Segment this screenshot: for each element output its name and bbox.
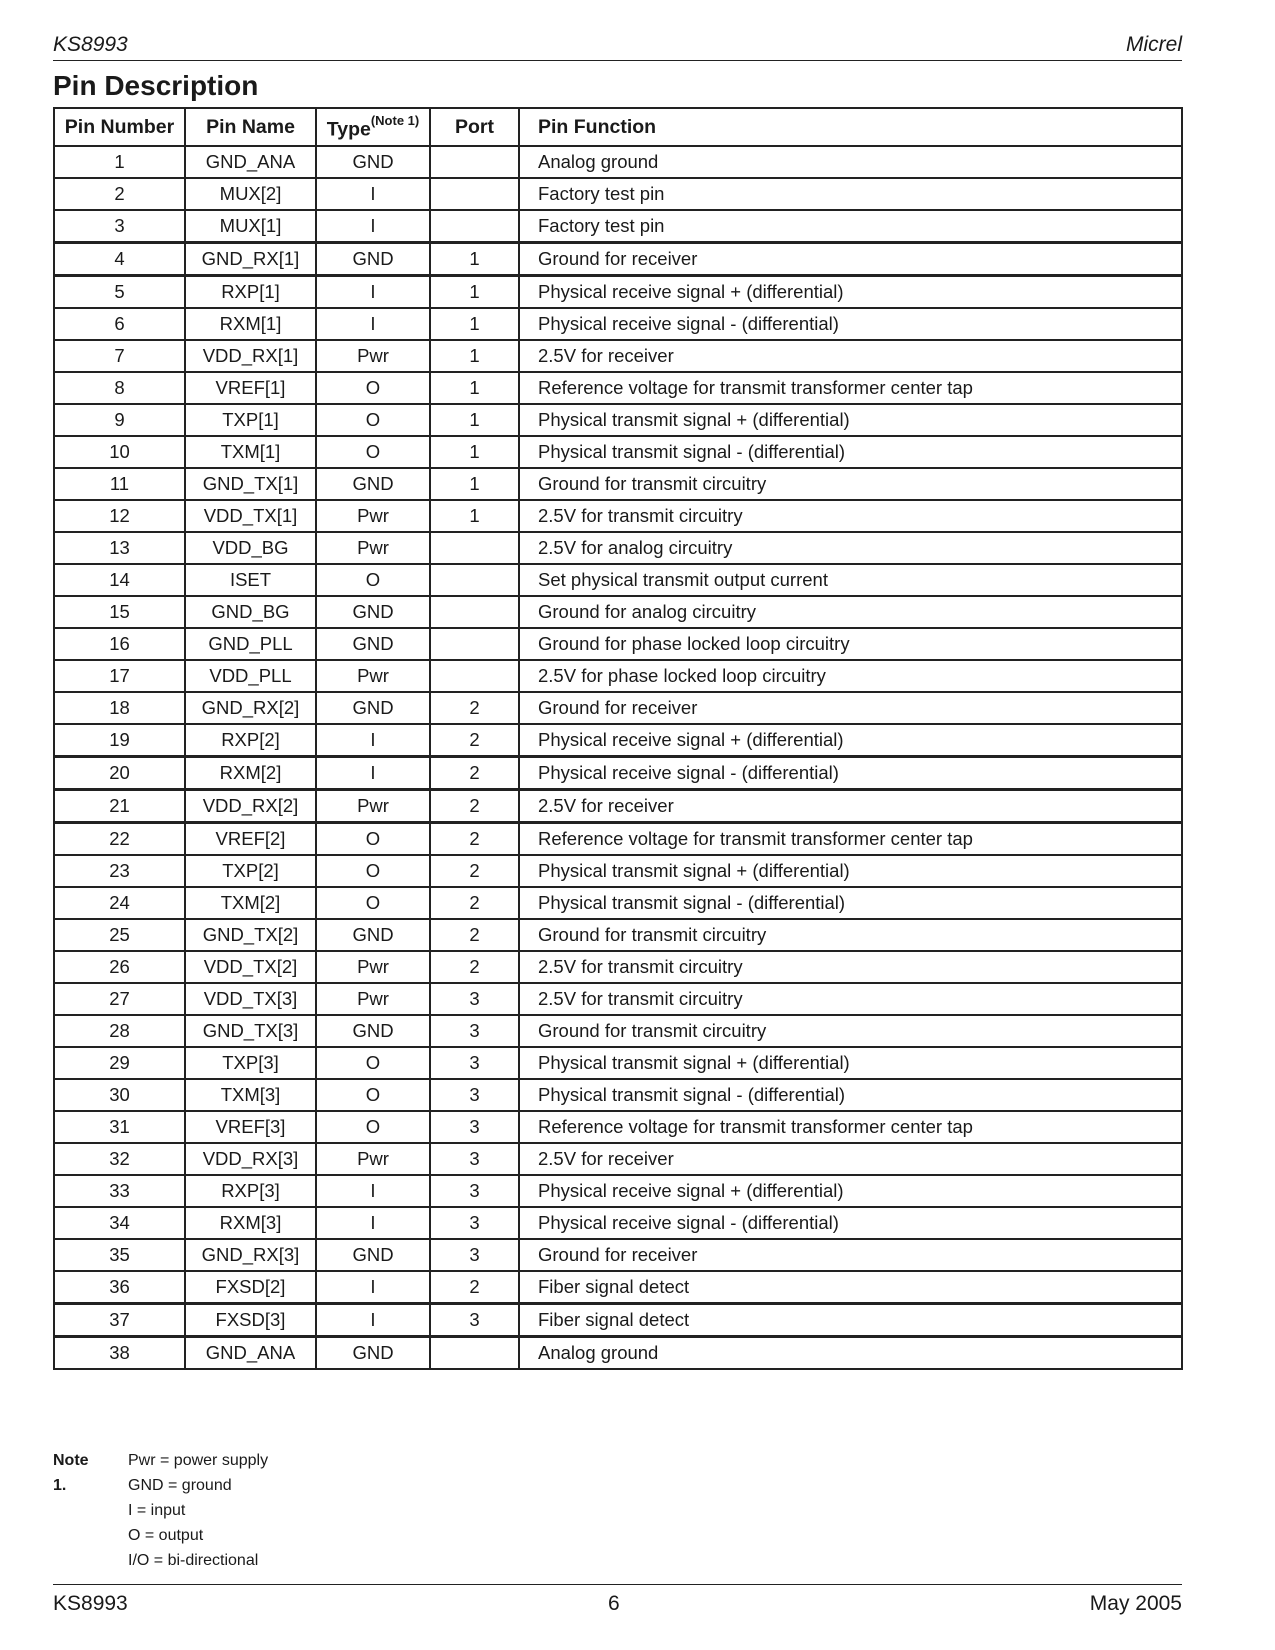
pin-number-cell: 20 (54, 756, 185, 789)
port-cell (430, 660, 519, 692)
pin-type-cell: O (316, 1079, 430, 1111)
pin-type-cell: I (316, 210, 430, 243)
header-type-label: Type (326, 118, 371, 141)
table-row (54, 532, 1182, 564)
pin-type-cell: I (316, 178, 430, 210)
table-row (54, 951, 1182, 983)
pin-function-cell: Analog ground (519, 146, 1182, 178)
pin-function-cell: 2.5V for receiver (519, 340, 1182, 372)
pin-number-cell: 18 (54, 692, 185, 724)
table-header-row (54, 108, 1182, 146)
port-cell: 2 (430, 1271, 519, 1304)
port-cell: 1 (430, 372, 519, 404)
header-doc-id: KS8993 (53, 33, 128, 56)
pin-number-cell: 7 (54, 340, 185, 372)
pin-type-cell: I (316, 1271, 430, 1304)
note-lines (128, 1448, 268, 1573)
pin-function-cell: Physical transmit signal - (differential) (519, 1079, 1182, 1111)
pin-number-cell: 26 (54, 951, 185, 983)
table-row (54, 372, 1182, 404)
pin-type-cell: GND (316, 1239, 430, 1271)
pin-type-cell: Pwr (316, 983, 430, 1015)
table-row (54, 564, 1182, 596)
pin-number-cell: 33 (54, 1175, 185, 1207)
table-row (54, 1207, 1182, 1239)
pin-name-cell: GND_TX[1] (185, 468, 316, 500)
header-pin-number: Pin Number (54, 108, 185, 146)
pin-function-cell: Fiber signal detect (519, 1303, 1182, 1336)
pin-number-cell: 34 (54, 1207, 185, 1239)
pin-number-cell: 4 (54, 242, 185, 275)
pin-function-cell: Physical transmit signal - (differential) (519, 436, 1182, 468)
pin-name-cell: TXP[3] (185, 1047, 316, 1079)
pin-number-cell: 15 (54, 596, 185, 628)
pin-type-cell: Pwr (316, 1143, 430, 1175)
pin-name-cell: GND_RX[3] (185, 1239, 316, 1271)
pin-name-cell: VDD_RX[2] (185, 789, 316, 822)
pin-name-cell: ISET (185, 564, 316, 596)
port-cell: 3 (430, 1047, 519, 1079)
pin-number-cell: 31 (54, 1111, 185, 1143)
pin-type-cell: I (316, 1175, 430, 1207)
pin-type-cell: GND (316, 919, 430, 951)
pin-name-cell: GND_ANA (185, 1336, 316, 1369)
pin-name-cell: RXM[1] (185, 308, 316, 340)
pin-number-cell: 9 (54, 404, 185, 436)
table-row (54, 855, 1182, 887)
pin-number-cell: 22 (54, 822, 185, 855)
table-row (54, 887, 1182, 919)
pin-number-cell: 24 (54, 887, 185, 919)
pin-number-cell: 10 (54, 436, 185, 468)
port-cell (430, 564, 519, 596)
port-cell: 1 (430, 242, 519, 275)
header-pin-name: Pin Name (185, 108, 316, 146)
port-cell: 3 (430, 1111, 519, 1143)
pin-function-cell: Physical receive signal + (differential) (519, 1175, 1182, 1207)
pin-number-cell: 21 (54, 789, 185, 822)
page-number: 6 (608, 1592, 620, 1615)
port-cell (430, 596, 519, 628)
note-line: I = input (128, 1502, 186, 1519)
pin-function-cell: Physical transmit signal + (differential) (519, 404, 1182, 436)
footer-date: May 2005 (1089, 1592, 1182, 1615)
pin-function-cell: 2.5V for transmit circuitry (519, 951, 1182, 983)
header-rule (53, 60, 1182, 61)
pin-number-cell: 2 (54, 178, 185, 210)
table-row (54, 724, 1182, 757)
header-type-note: (Note 1) (370, 113, 420, 128)
pin-name-cell: MUX[2] (185, 178, 316, 210)
note-line: O = output (128, 1527, 204, 1544)
port-cell: 2 (430, 887, 519, 919)
pin-number-cell: 32 (54, 1143, 185, 1175)
pin-number-cell: 16 (54, 628, 185, 660)
table-row (54, 1239, 1182, 1271)
port-cell: 3 (430, 1143, 519, 1175)
pin-name-cell: VDD_TX[3] (185, 983, 316, 1015)
pin-function-cell: Physical receive signal + (differential) (519, 275, 1182, 308)
port-cell (430, 1336, 519, 1369)
port-cell: 3 (430, 1303, 519, 1336)
port-cell: 1 (430, 340, 519, 372)
pin-number-cell: 37 (54, 1303, 185, 1336)
pin-name-cell: RXP[3] (185, 1175, 316, 1207)
pin-type-cell: I (316, 1207, 430, 1239)
pin-name-cell: GND_RX[2] (185, 692, 316, 724)
port-cell: 2 (430, 855, 519, 887)
pin-name-cell: FXSD[2] (185, 1271, 316, 1304)
pin-function-cell: Factory test pin (519, 178, 1182, 210)
port-cell: 1 (430, 500, 519, 532)
pin-type-cell: O (316, 855, 430, 887)
pin-number-cell: 35 (54, 1239, 185, 1271)
pin-name-cell: GND_RX[1] (185, 242, 316, 275)
pin-number-cell: 8 (54, 372, 185, 404)
pin-name-cell: VREF[2] (185, 822, 316, 855)
pin-name-cell: RXM[3] (185, 1207, 316, 1239)
pin-type-cell: GND (316, 242, 430, 275)
pin-number-cell: 28 (54, 1015, 185, 1047)
pin-number-cell: 23 (54, 855, 185, 887)
pin-type-cell: I (316, 724, 430, 757)
port-cell: 2 (430, 692, 519, 724)
pin-function-cell: Ground for receiver (519, 1239, 1182, 1271)
pin-number-cell: 19 (54, 724, 185, 757)
table-row (54, 436, 1182, 468)
pin-name-cell: GND_PLL (185, 628, 316, 660)
header-pin-function: Pin Function (519, 108, 1182, 146)
pin-name-cell: VREF[3] (185, 1111, 316, 1143)
pin-function-cell: Ground for phase locked loop circuitry (519, 628, 1182, 660)
pin-type-cell: Pwr (316, 500, 430, 532)
pin-name-cell: GND_ANA (185, 146, 316, 178)
pin-number-cell: 29 (54, 1047, 185, 1079)
header-type (316, 108, 430, 146)
header-company: Micrel (1126, 33, 1182, 56)
pin-name-cell: TXM[1] (185, 436, 316, 468)
port-cell: 3 (430, 1015, 519, 1047)
pin-number-cell: 17 (54, 660, 185, 692)
table-row (54, 628, 1182, 660)
pin-function-cell: 2.5V for receiver (519, 1143, 1182, 1175)
note-label: Note 1. (53, 1452, 89, 1494)
note-line: GND = ground (128, 1477, 232, 1494)
table-row (54, 210, 1182, 243)
port-cell: 2 (430, 724, 519, 757)
pin-function-cell: Ground for receiver (519, 692, 1182, 724)
pin-type-cell: Pwr (316, 532, 430, 564)
footer-rule (53, 1584, 1182, 1585)
pin-type-cell: GND (316, 1336, 430, 1369)
pin-type-cell: GND (316, 596, 430, 628)
pin-name-cell: GND_BG (185, 596, 316, 628)
pin-name-cell: FXSD[3] (185, 1303, 316, 1336)
pin-name-cell: TXP[2] (185, 855, 316, 887)
pin-name-cell: TXP[1] (185, 404, 316, 436)
pin-function-cell: Ground for analog circuitry (519, 596, 1182, 628)
pin-number-cell: 27 (54, 983, 185, 1015)
pin-function-cell: Ground for transmit circuitry (519, 468, 1182, 500)
port-cell: 3 (430, 983, 519, 1015)
pin-type-cell: I (316, 308, 430, 340)
pin-type-cell: GND (316, 468, 430, 500)
pin-type-cell: I (316, 756, 430, 789)
pin-name-cell: VDD_TX[2] (185, 951, 316, 983)
page-title: Pin Description (53, 70, 259, 101)
table-row (54, 1111, 1182, 1143)
port-cell: 1 (430, 468, 519, 500)
table-row (54, 178, 1182, 210)
pin-type-cell: O (316, 564, 430, 596)
pin-function-cell: Physical receive signal - (differential) (519, 1207, 1182, 1239)
port-cell: 2 (430, 789, 519, 822)
pin-name-cell: RXP[1] (185, 275, 316, 308)
pin-number-cell: 1 (54, 146, 185, 178)
table-row (54, 660, 1182, 692)
note-line: I/O = bi-directional (128, 1552, 259, 1569)
pin-name-cell: TXM[3] (185, 1079, 316, 1111)
pin-type-cell: GND (316, 146, 430, 178)
port-cell (430, 146, 519, 178)
pin-type-cell: Pwr (316, 789, 430, 822)
table-row (54, 1303, 1182, 1336)
pin-name-cell: GND_TX[2] (185, 919, 316, 951)
table-row (54, 340, 1182, 372)
table-row (54, 1336, 1182, 1369)
table-row (54, 468, 1182, 500)
pin-function-cell: Reference voltage for transmit transformer center tap (519, 822, 1182, 855)
port-cell (430, 210, 519, 243)
table-row (54, 146, 1182, 178)
pin-name-cell: RXP[2] (185, 724, 316, 757)
table-row (54, 1271, 1182, 1304)
pin-type-cell: O (316, 822, 430, 855)
pin-type-cell: Pwr (316, 660, 430, 692)
pin-type-cell: Pwr (316, 340, 430, 372)
pin-number-cell: 25 (54, 919, 185, 951)
pin-number-cell: 6 (54, 308, 185, 340)
pin-type-cell: Pwr (316, 951, 430, 983)
table-row (54, 692, 1182, 724)
pin-number-cell: 38 (54, 1336, 185, 1369)
pin-name-cell: VDD_BG (185, 532, 316, 564)
port-cell: 2 (430, 951, 519, 983)
pin-function-cell: 2.5V for phase locked loop circuitry (519, 660, 1182, 692)
port-cell: 2 (430, 919, 519, 951)
pin-name-cell: VDD_RX[3] (185, 1143, 316, 1175)
pin-function-cell: Reference voltage for transmit transformer center tap (519, 372, 1182, 404)
port-cell: 3 (430, 1239, 519, 1271)
pin-number-cell: 14 (54, 564, 185, 596)
pin-table-body (54, 146, 1182, 1369)
table-row (54, 1175, 1182, 1207)
pin-type-cell: O (316, 887, 430, 919)
table-row (54, 919, 1182, 951)
port-cell: 3 (430, 1175, 519, 1207)
pin-function-cell: Ground for transmit circuitry (519, 919, 1182, 951)
table-row (54, 983, 1182, 1015)
port-cell: 3 (430, 1079, 519, 1111)
table-row (54, 275, 1182, 308)
pin-name-cell: GND_TX[3] (185, 1015, 316, 1047)
pin-type-cell: O (316, 1111, 430, 1143)
table-row (54, 822, 1182, 855)
pin-type-cell: I (316, 1303, 430, 1336)
table-row (54, 1079, 1182, 1111)
note-line: Pwr = power supply (128, 1452, 269, 1469)
pin-function-cell: 2.5V for transmit circuitry (519, 983, 1182, 1015)
port-cell: 2 (430, 822, 519, 855)
pin-number-cell: 30 (54, 1079, 185, 1111)
port-cell (430, 178, 519, 210)
pin-function-cell: Reference voltage for transmit transformer center tap (519, 1111, 1182, 1143)
pin-type-cell: GND (316, 692, 430, 724)
table-row (54, 308, 1182, 340)
pin-type-cell: O (316, 404, 430, 436)
pin-function-cell: Ground for receiver (519, 242, 1182, 275)
pin-function-cell: Set physical transmit output current (519, 564, 1182, 596)
table-row (54, 500, 1182, 532)
pin-type-cell: O (316, 1047, 430, 1079)
pin-function-cell: Fiber signal detect (519, 1271, 1182, 1304)
pin-name-cell: VDD_PLL (185, 660, 316, 692)
pin-function-cell: Factory test pin (519, 210, 1182, 243)
pin-type-cell: GND (316, 1015, 430, 1047)
port-cell: 1 (430, 404, 519, 436)
pin-function-cell: 2.5V for analog circuitry (519, 532, 1182, 564)
port-cell: 1 (430, 275, 519, 308)
pin-type-cell: O (316, 436, 430, 468)
port-cell (430, 628, 519, 660)
pin-name-cell: MUX[1] (185, 210, 316, 243)
port-cell: 1 (430, 436, 519, 468)
pin-number-cell: 36 (54, 1271, 185, 1304)
pin-number-cell: 5 (54, 275, 185, 308)
pin-function-cell: 2.5V for transmit circuitry (519, 500, 1182, 532)
footer-doc-id: KS8993 (53, 1592, 128, 1615)
pin-name-cell: VREF[1] (185, 372, 316, 404)
pin-number-cell: 12 (54, 500, 185, 532)
port-cell: 1 (430, 308, 519, 340)
pin-function-cell: Analog ground (519, 1336, 1182, 1369)
table-row (54, 242, 1182, 275)
table-row (54, 1143, 1182, 1175)
pin-function-cell: Physical transmit signal + (differential) (519, 1047, 1182, 1079)
pin-function-cell: Physical receive signal + (differential) (519, 724, 1182, 757)
pin-name-cell: TXM[2] (185, 887, 316, 919)
pin-number-cell: 11 (54, 468, 185, 500)
pin-function-cell: Physical transmit signal + (differential) (519, 855, 1182, 887)
pin-name-cell: RXM[2] (185, 756, 316, 789)
table-row (54, 756, 1182, 789)
pin-number-cell: 3 (54, 210, 185, 243)
table-row (54, 596, 1182, 628)
pin-name-cell: VDD_RX[1] (185, 340, 316, 372)
pin-number-cell: 13 (54, 532, 185, 564)
table-row (54, 404, 1182, 436)
pin-function-cell: 2.5V for receiver (519, 789, 1182, 822)
pin-type-cell: GND (316, 628, 430, 660)
pin-type-cell: I (316, 275, 430, 308)
pin-function-cell: Ground for transmit circuitry (519, 1015, 1182, 1047)
pin-table (53, 107, 1183, 1370)
header-port: Port (430, 108, 519, 146)
port-cell: 3 (430, 1207, 519, 1239)
pin-function-cell: Physical receive signal - (differential) (519, 756, 1182, 789)
pin-type-cell: O (316, 372, 430, 404)
table-row (54, 1047, 1182, 1079)
table-row (54, 789, 1182, 822)
pin-function-cell: Physical receive signal - (differential) (519, 308, 1182, 340)
port-cell: 2 (430, 756, 519, 789)
pin-name-cell: VDD_TX[1] (185, 500, 316, 532)
port-cell (430, 532, 519, 564)
table-row (54, 1015, 1182, 1047)
pin-function-cell: Physical transmit signal - (differential) (519, 887, 1182, 919)
